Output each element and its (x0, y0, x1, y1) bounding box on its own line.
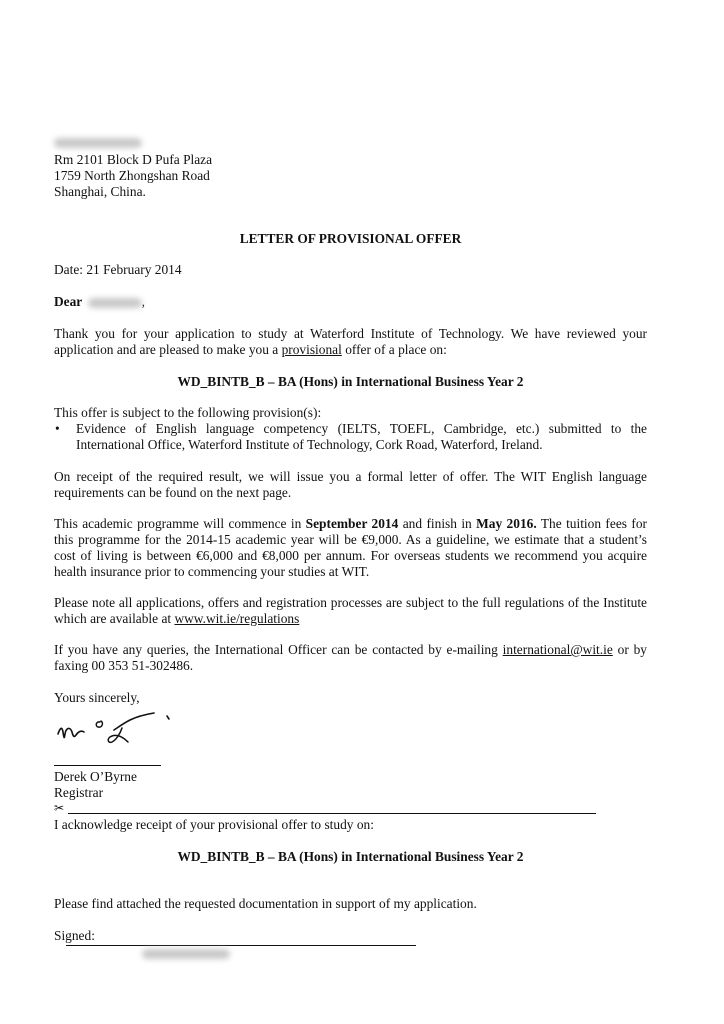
tear-off-line (68, 813, 596, 814)
signed-line (66, 945, 416, 946)
fees-end-date: May 2016. (476, 516, 537, 531)
redacted-recipient-name (54, 138, 142, 148)
receipt-line-1: On receipt of the required result, we will issue you a formal letter of offer. The WIT English language (54, 469, 647, 484)
provision-line-2: International Office, Waterford Institute of Technology, Cork Road, Waterford, Ireland. (76, 437, 543, 452)
regulations-line-2 (54, 611, 299, 627)
queries-text: If you have any queries, the International Officer can be contacted by e-mailing (54, 642, 498, 657)
scissors-icon: ✂ (54, 801, 65, 815)
fees-tuition-text: The tuition fees for (540, 516, 647, 531)
intro-line-1: Thank you for your application to study at Waterford Institute of Technology. We have reviewed your (54, 326, 647, 341)
email-link[interactable]: international@wit.ie (502, 642, 613, 657)
redacted-signed-name (142, 949, 230, 959)
provisions-heading: This offer is subject to the following provision(s): (54, 405, 322, 420)
provisional-underlined: provisional (281, 342, 342, 357)
attached-text: Please find attached the requested documentation in support of my application. (54, 896, 477, 911)
salutation-comma: , (141, 294, 145, 309)
signature-image (54, 708, 184, 754)
address-line-2: 1759 North Zhongshan Road (54, 168, 210, 183)
intro-line-2-text: application and are pleased to make you a (54, 342, 279, 357)
fees-commence-text: This academic programme will commence in (54, 516, 302, 531)
fees-line-4: health insurance prior to commencing your studies at WIT. (54, 564, 370, 579)
fees-start-date: September 2014 (305, 516, 399, 531)
letter-date: Date: 21 February 2014 (54, 262, 182, 277)
queries-line-2: faxing 00 353 51-302486. (54, 658, 194, 673)
closing: Yours sincerely, (54, 690, 140, 705)
regulations-link[interactable]: www.wit.ie/regulations (174, 611, 300, 626)
fees-line-2: this programme for the 2014-15 academic year will be €9,000. As a guideline, we estimate that a student’s (54, 532, 647, 547)
regulations-text: which are available at (54, 611, 172, 626)
fees-line-3: cost of living is between €6,000 and €8,000 per annum. For overseas students we recommend you acquire (54, 548, 647, 563)
address-line-3: Shanghai, China. (54, 184, 146, 199)
acknowledge-text: I acknowledge receipt of your provisional offer to study on: (54, 817, 374, 832)
intro-line-2-end: offer of a place on: (345, 342, 447, 357)
signature-line (54, 765, 161, 766)
provision-line-1: Evidence of English language competency (IELTS, TOEFL, Cambridge, etc.) submitted to the (76, 421, 647, 436)
programme-title: WD_BINTB_B – BA (Hons) in International Business Year 2 (177, 374, 524, 389)
letter-title: LETTER OF PROVISIONAL OFFER (239, 231, 462, 246)
receipt-line-2: requirements can be found on the next page. (54, 485, 292, 500)
fees-line-1 (54, 516, 647, 532)
fees-finish-text: and finish in (402, 516, 472, 531)
salutation (54, 294, 145, 310)
queries-line-1 (54, 642, 647, 658)
signed-label: Signed: (54, 928, 95, 943)
provision-bullet: • (55, 421, 60, 436)
queries-text-end: or by (617, 642, 647, 657)
salutation-dear: Dear (54, 294, 83, 309)
signatory-name: Derek O’Byrne (54, 769, 137, 784)
programme-title-repeat: WD_BINTB_B – BA (Hons) in International Business Year 2 (177, 849, 524, 864)
signatory-role: Registrar (54, 785, 104, 800)
regulations-line-1: Please note all applications, offers and registration processes are subject to the full regulations of the Institute (54, 595, 647, 610)
intro-line-2 (54, 342, 447, 358)
address-line-1: Rm 2101 Block D Pufa Plaza (54, 152, 213, 167)
redacted-salutation-name (88, 298, 142, 308)
